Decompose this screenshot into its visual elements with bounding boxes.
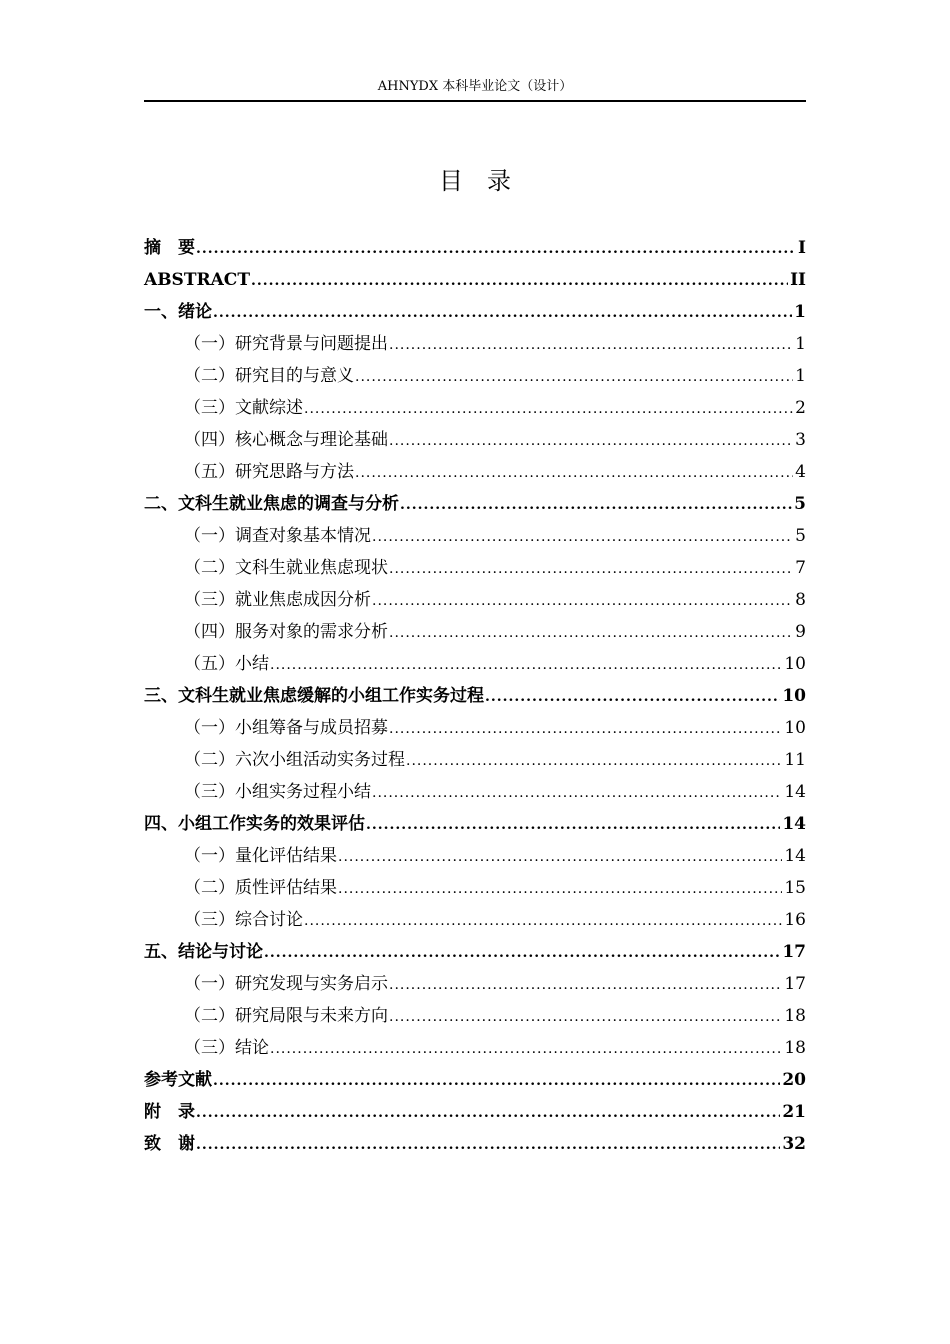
toc-dot-leader bbox=[304, 393, 793, 425]
toc-entry-label: 参考文献 bbox=[144, 1070, 212, 1090]
toc-entry[interactable] bbox=[144, 872, 806, 904]
toc-dot-leader bbox=[389, 1001, 782, 1033]
toc-dot-leader bbox=[213, 297, 792, 329]
toc-dot-leader bbox=[389, 425, 793, 457]
toc-entry-page-number: 7 bbox=[795, 558, 806, 578]
toc-entry[interactable] bbox=[144, 776, 806, 808]
toc-dot-leader bbox=[389, 329, 793, 361]
toc-entry[interactable] bbox=[144, 360, 806, 392]
toc-dot-leader bbox=[196, 1129, 780, 1161]
toc-dot-leader bbox=[389, 969, 782, 1001]
toc-dot-leader bbox=[485, 681, 780, 713]
header-divider bbox=[144, 100, 806, 102]
toc-entry-page-number: 10 bbox=[784, 654, 806, 674]
toc-entry-label: （二）质性评估结果 bbox=[184, 878, 337, 898]
toc-entry[interactable] bbox=[144, 936, 806, 968]
toc-entry-label: 摘 要 bbox=[144, 238, 195, 258]
page-header: AHNYDX 本科毕业论文（设计） bbox=[377, 79, 573, 94]
toc-entry[interactable] bbox=[144, 1128, 806, 1160]
toc-entry-page-number: 10 bbox=[784, 718, 806, 738]
toc-entry-label: （二）文科生就业焦虑现状 bbox=[184, 558, 388, 578]
toc-dot-leader bbox=[400, 489, 792, 521]
toc-entry-label: （三）综合讨论 bbox=[184, 910, 303, 930]
toc-entry-page-number: 16 bbox=[784, 910, 806, 930]
toc-entry-label: （一）调查对象基本情况 bbox=[184, 526, 371, 546]
toc-entry-label: （三）小组实务过程小结 bbox=[184, 782, 371, 802]
toc-dot-leader bbox=[389, 713, 782, 745]
toc-entry-label: 附 录 bbox=[144, 1102, 195, 1122]
toc-entry[interactable] bbox=[144, 808, 806, 840]
toc-entry-page-number: 15 bbox=[784, 878, 806, 898]
toc-entry[interactable] bbox=[144, 456, 806, 488]
toc-entry[interactable] bbox=[144, 1032, 806, 1064]
toc-entry-label: 致 谢 bbox=[144, 1134, 195, 1154]
toc-entry[interactable] bbox=[144, 584, 806, 616]
toc-title: 目 录 bbox=[439, 167, 511, 195]
toc-entry-page-number: 32 bbox=[782, 1134, 806, 1154]
toc-entry-page-number: 14 bbox=[784, 782, 806, 802]
toc-entry-label: （一）小组筹备与成员招募 bbox=[184, 718, 388, 738]
toc-entry-label: 五、结论与讨论 bbox=[144, 942, 263, 962]
toc-dot-leader bbox=[264, 937, 780, 969]
toc-entry-label: （二）研究局限与未来方向 bbox=[184, 1006, 388, 1026]
toc-dot-leader bbox=[251, 265, 788, 297]
toc-entry-page-number: 2 bbox=[795, 398, 806, 418]
toc-entry-page-number: 18 bbox=[784, 1006, 806, 1026]
toc-dot-leader bbox=[196, 233, 796, 265]
toc-dot-leader bbox=[304, 905, 782, 937]
toc-entry-label: （三）文献综述 bbox=[184, 398, 303, 418]
toc-entry-page-number: 3 bbox=[795, 430, 806, 450]
toc-entry[interactable] bbox=[144, 1000, 806, 1032]
toc-dot-leader bbox=[372, 521, 793, 553]
toc-entry-page-number: 9 bbox=[795, 622, 806, 642]
toc-entry-page-number: 1 bbox=[795, 334, 806, 354]
toc-entry-label: ABSTRACT bbox=[144, 270, 250, 290]
toc-entry-label: （一）研究发现与实务启示 bbox=[184, 974, 388, 994]
toc-entry[interactable] bbox=[144, 680, 806, 712]
toc-entry[interactable] bbox=[144, 392, 806, 424]
toc-entry-page-number: 11 bbox=[784, 750, 806, 770]
toc-entry-label: （四）核心概念与理论基础 bbox=[184, 430, 388, 450]
toc-entry-page-number: 18 bbox=[784, 1038, 806, 1058]
toc-entry-label: 二、文科生就业焦虑的调查与分析 bbox=[144, 494, 399, 514]
toc-entry-page-number: 1 bbox=[795, 366, 806, 386]
toc-dot-leader bbox=[270, 1033, 782, 1065]
toc-dot-leader bbox=[372, 777, 782, 809]
toc-entry-page-number: II bbox=[790, 270, 806, 290]
toc-dot-leader bbox=[213, 1065, 780, 1097]
toc-entry[interactable] bbox=[144, 424, 806, 456]
toc-entry[interactable] bbox=[144, 840, 806, 872]
toc-entry[interactable] bbox=[144, 232, 806, 264]
toc-entry-page-number: 8 bbox=[795, 590, 806, 610]
toc-dot-leader bbox=[389, 553, 793, 585]
toc-entry[interactable] bbox=[144, 264, 806, 296]
toc-entry-label: （二）六次小组活动实务过程 bbox=[184, 750, 405, 770]
toc-entry-page-number: 14 bbox=[782, 814, 806, 834]
toc-entry-label: （一）研究背景与问题提出 bbox=[184, 334, 388, 354]
toc-entry-page-number: 10 bbox=[782, 686, 806, 706]
toc-entry-label: （二）研究目的与意义 bbox=[184, 366, 354, 386]
toc-entry-page-number: 5 bbox=[795, 526, 806, 546]
toc-entry-label: 四、小组工作实务的效果评估 bbox=[144, 814, 365, 834]
toc-entry-page-number: 14 bbox=[784, 846, 806, 866]
toc-entry[interactable] bbox=[144, 1064, 806, 1096]
toc-entry-page-number: 5 bbox=[794, 494, 806, 514]
toc-entry[interactable] bbox=[144, 296, 806, 328]
toc-entry[interactable] bbox=[144, 968, 806, 1000]
toc-entry[interactable] bbox=[144, 328, 806, 360]
toc-entry[interactable] bbox=[144, 1096, 806, 1128]
toc-entry-label: （四）服务对象的需求分析 bbox=[184, 622, 388, 642]
toc-entry-page-number: 17 bbox=[784, 974, 806, 994]
toc-dot-leader bbox=[355, 361, 793, 393]
toc-dot-leader bbox=[270, 649, 782, 681]
toc-entry-label: （五）研究思路与方法 bbox=[184, 462, 354, 482]
toc-entry-label: （三）结论 bbox=[184, 1038, 269, 1058]
toc-entry-label: （五）小结 bbox=[184, 654, 269, 674]
toc-entry-label: 三、文科生就业焦虑缓解的小组工作实务过程 bbox=[144, 686, 484, 706]
toc-dot-leader bbox=[372, 585, 793, 617]
toc-dot-leader bbox=[338, 841, 782, 873]
toc-entry[interactable] bbox=[144, 744, 806, 776]
toc-entry-label: （一）量化评估结果 bbox=[184, 846, 337, 866]
toc-dot-leader bbox=[355, 457, 793, 489]
toc-entry-page-number: 4 bbox=[795, 462, 806, 482]
toc-entry[interactable] bbox=[144, 520, 806, 552]
toc-dot-leader bbox=[196, 1097, 780, 1129]
toc-entry[interactable] bbox=[144, 616, 806, 648]
toc-entry[interactable] bbox=[144, 712, 806, 744]
toc-entry[interactable] bbox=[144, 904, 806, 936]
toc-entry-page-number: 17 bbox=[782, 942, 806, 962]
toc-entry-page-number: 1 bbox=[794, 302, 806, 322]
toc-entry[interactable] bbox=[144, 488, 806, 520]
toc-entry-page-number: 20 bbox=[782, 1070, 806, 1090]
table-of-contents bbox=[144, 232, 806, 1160]
toc-entry-page-number: 21 bbox=[782, 1102, 806, 1122]
toc-dot-leader bbox=[389, 617, 793, 649]
toc-entry-label: （三）就业焦虑成因分析 bbox=[184, 590, 371, 610]
toc-dot-leader bbox=[366, 809, 780, 841]
toc-entry[interactable] bbox=[144, 648, 806, 680]
toc-entry-page-number: I bbox=[798, 238, 806, 258]
toc-entry[interactable] bbox=[144, 552, 806, 584]
toc-dot-leader bbox=[338, 873, 782, 905]
toc-dot-leader bbox=[406, 745, 782, 777]
toc-entry-label: 一、绪论 bbox=[144, 302, 212, 322]
